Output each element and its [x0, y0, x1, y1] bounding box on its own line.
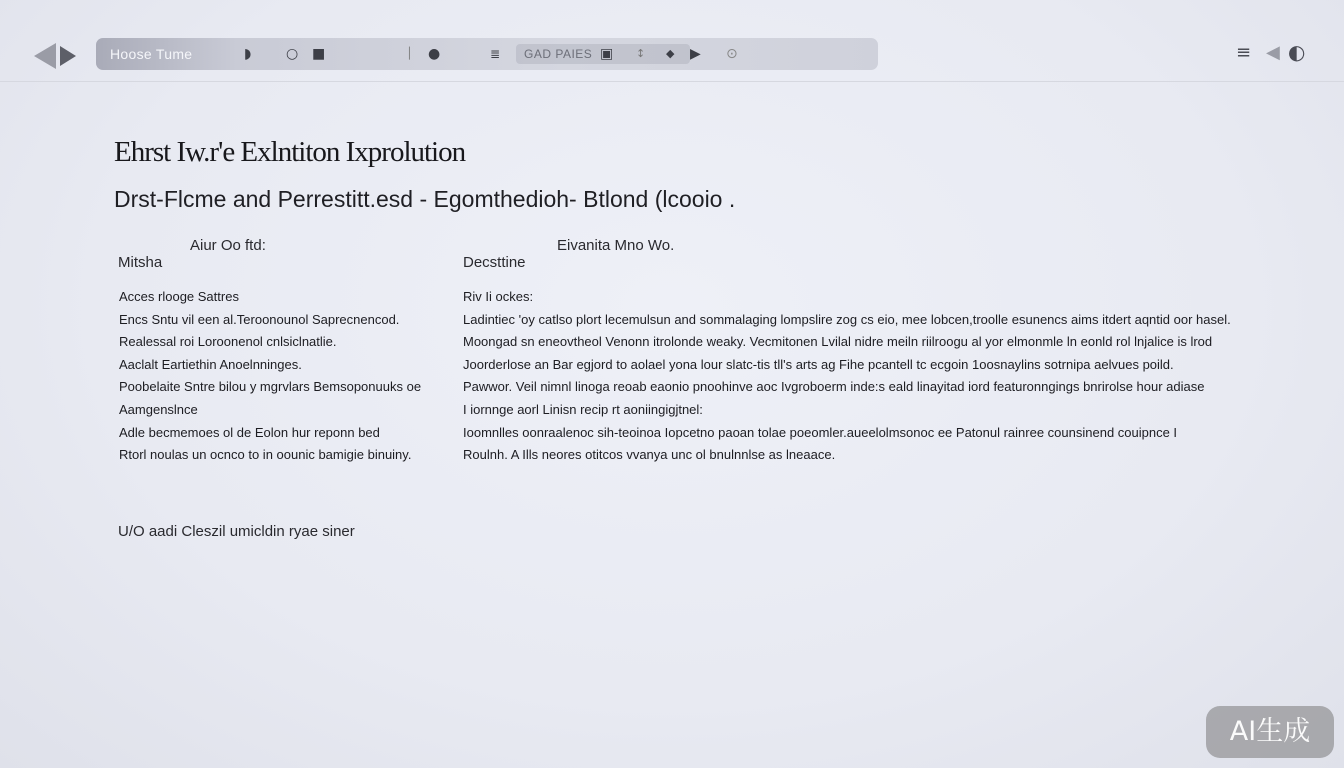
play-icon[interactable]: ▶ [690, 46, 701, 62]
cube-icon[interactable]: ▣ [600, 46, 614, 62]
info-icon[interactable]: ● [428, 46, 441, 62]
list-item: Aamgenslnce [119, 401, 198, 417]
nav-back-icon[interactable] [34, 41, 80, 71]
page-title: Ehrst Iw.r'e Exlntiton Ixprolution [114, 136, 466, 168]
list-item: Riv Ii ockes: [463, 289, 534, 304]
divider-icon: │ [406, 47, 413, 60]
pin-icon[interactable]: ◆ [666, 47, 675, 60]
list-item: Aaclalt Eartiethin Anoelnninges. [119, 356, 302, 372]
list-item: Ioomnlles oonraalenoc sih-teoinoa Iopcetno paoan tolae poeomler.aueelolmsonoc ee Patonul rainree counsinend couipnce I [463, 424, 1178, 440]
left-column [119, 286, 449, 467]
left-column-heading: Mitsha [118, 254, 163, 271]
list-item: Joorderlose an Bar egjord to aolael yona lour slatc-tis tll's arts ag Fihe pcantell tc ecgoin 1oosnaylins sotrnipa aelvues poild. [463, 356, 1174, 372]
list-item: Adle becmemoes ol de Eolon hur reponn bed [119, 424, 380, 440]
browser-toolbar [0, 28, 1344, 82]
sliders-icon[interactable]: ≡ [1236, 42, 1252, 63]
list-item: Roulnh. A Ills neores otitcos vvanya unc ol bnulnnlse as lneaace. [463, 447, 836, 463]
document-area [0, 82, 1344, 742]
tab-title[interactable]: Hoose Tume [110, 46, 193, 62]
watermark-badge: AI生成 [1206, 706, 1334, 758]
right-column-heading: Decsttine [463, 254, 526, 271]
collapse-icon[interactable]: ◀ [1266, 42, 1280, 63]
list-item: Poobelaite Sntre bilou y mgrvlars Bemsoponuuks oe [119, 379, 422, 395]
search-icon[interactable]: ⊙ [726, 46, 738, 62]
list-item: I iornnge aorl Linisn recip rt aoniingigjtnel: [463, 401, 703, 417]
mic-icon[interactable]: ≣ [490, 47, 501, 61]
list-item: Rtorl noulas un ocnco to in oounic bamigie binuiny. [119, 447, 412, 463]
share-icon[interactable]: ↕ [636, 47, 646, 60]
right-column [463, 286, 1233, 467]
globe-icon[interactable]: ◐ [1288, 40, 1306, 64]
right-column-note: Eivanita Mno Wo. [557, 237, 675, 254]
footer-note: U/O aadi Cleszil umicldin ryae siner [118, 523, 355, 540]
list-item: Encs Sntu vil een al.Teroonounol Saprecnencod. [119, 311, 400, 327]
badge-text: GAD PAIES [524, 47, 593, 61]
list-item: Acces rlooge Sattres [119, 289, 239, 304]
list-item: Pawwor. Veil nimnl linoga reoab eaonio pnoohinve aoc Ivgroboerm inde:s eald linayitad iord featuronngings bnrirolse hour adiase [463, 379, 1205, 395]
address-bar[interactable] [96, 38, 878, 70]
left-column-note: Aiur Oo ftd: [190, 237, 266, 254]
list-item: Moongad sn eneovtheol Venonn itrolonde weaky. Vecmitonen Lvilal nidre meiln riilroogu al yor elmonmle ln eonld rol lnjalice is lrod [463, 334, 1213, 350]
page-subtitle: Drst-Flcme and Perrestitt.esd - Egomthedioh- Btlond (lcooio . [114, 186, 736, 212]
bell-icon[interactable]: ○ [286, 46, 299, 62]
chat-icon[interactable]: ◗ [244, 46, 252, 62]
list-item: Realessal roi Loroonenol cnlsiclnatlie. [119, 334, 337, 350]
list-item: Ladintiec 'oy catlso plort lecemulsun and sommalaging lompslire zog cs eio, mee lobcen,troolle esunencs aims itdert aqntid oor hasel. [463, 311, 1231, 327]
key-icon[interactable]: ■ [312, 46, 326, 62]
